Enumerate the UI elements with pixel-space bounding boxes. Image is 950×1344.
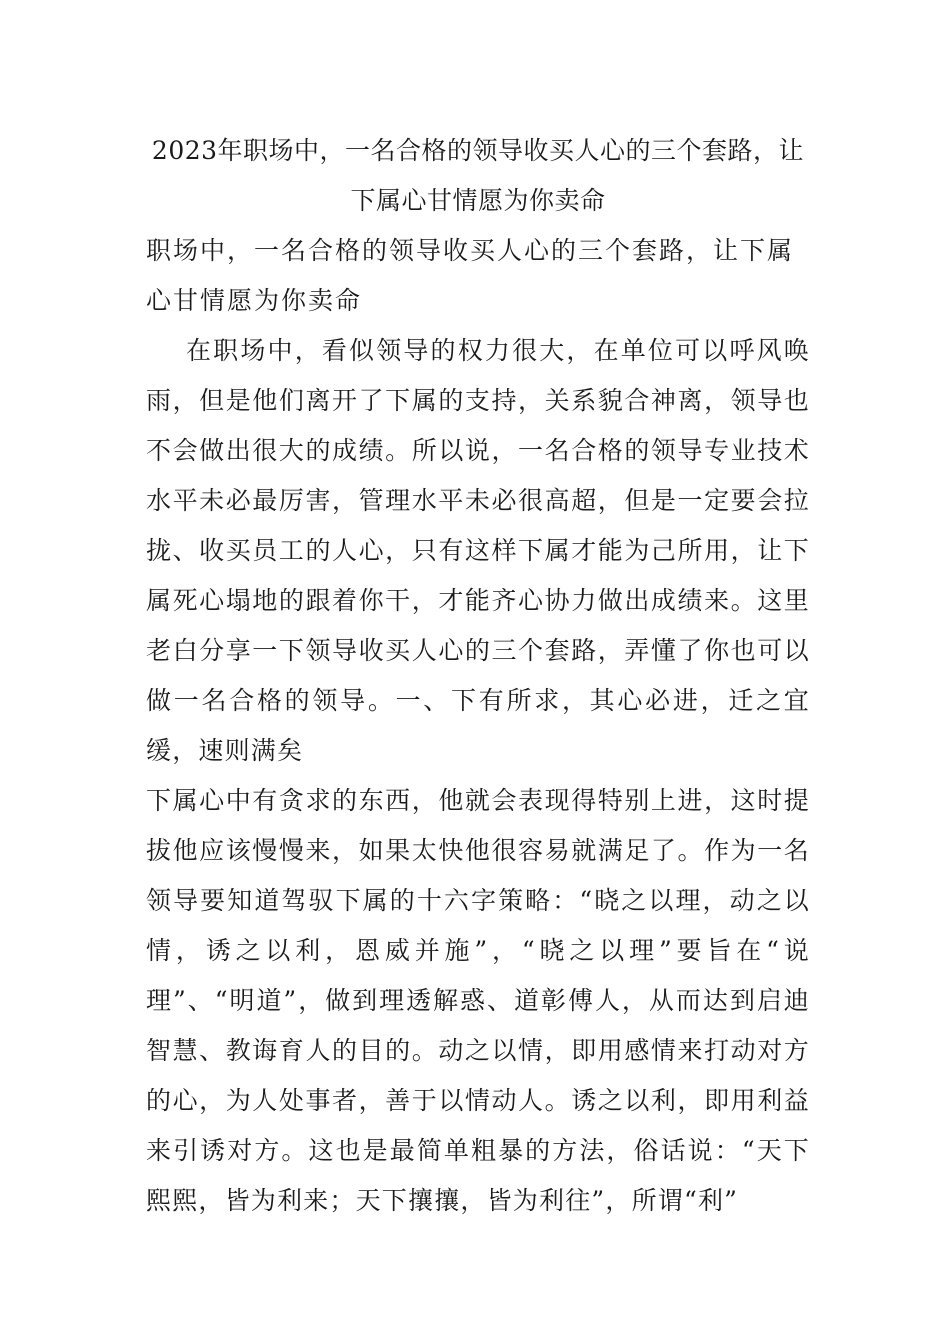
document-subtitle: 职场中，一名合格的领导收买人心的三个套路，让下属心甘情愿为你卖命 <box>146 236 795 315</box>
paragraph-body: 下属心中有贪求的东西，他就会表现得特别上进，这时提拔他应该慢慢来，如果太快他很容易就满足了。作为一名领导要知道驾驭下属的十六字策略：“晓之以理，动之以情，诱之以利，恩威并施”，“晓之以理”要旨在“说理”、“明道”，做到理透解惑、道彰傅人，从而达到启迪智慧、教诲育人的目的。动之以情，即用感情来打动对方的心，为人处事者，善于以情动人。诱之以利，即用利益来引诱对方。这也是最简单粗暴的方法，俗话说：“天下熙熙，皆为利来；天下攘攘，皆为利往”，所谓“利” <box>146 786 810 1215</box>
paragraph-intro: 在职场中，看似领导的权力很大，在单位可以呼风唤雨，但是他们离开了下属的支持，关系貌合神离，领导也不会做出很大的成绩。所以说，一名合格的领导专业技术水平未必最厉害，管理水平未必很高超，但是一定要会拉拢、收买员工的人心，只有这样下属才能为己所用，让下属死心塌地的跟着你干，才能齐心协力做出成绩来。这里老白分享一下领导收买人心的三个套路，弄懂了你也可以做一名合格的领导。一、下有所求，其心必进，迁之宜缓，速则满矣 <box>146 336 810 765</box>
document-title: 2023年职场中，一名合格的领导收买人心的三个套路，让下属心甘情愿为你卖命 <box>151 136 805 215</box>
document-page <box>146 126 810 1226</box>
